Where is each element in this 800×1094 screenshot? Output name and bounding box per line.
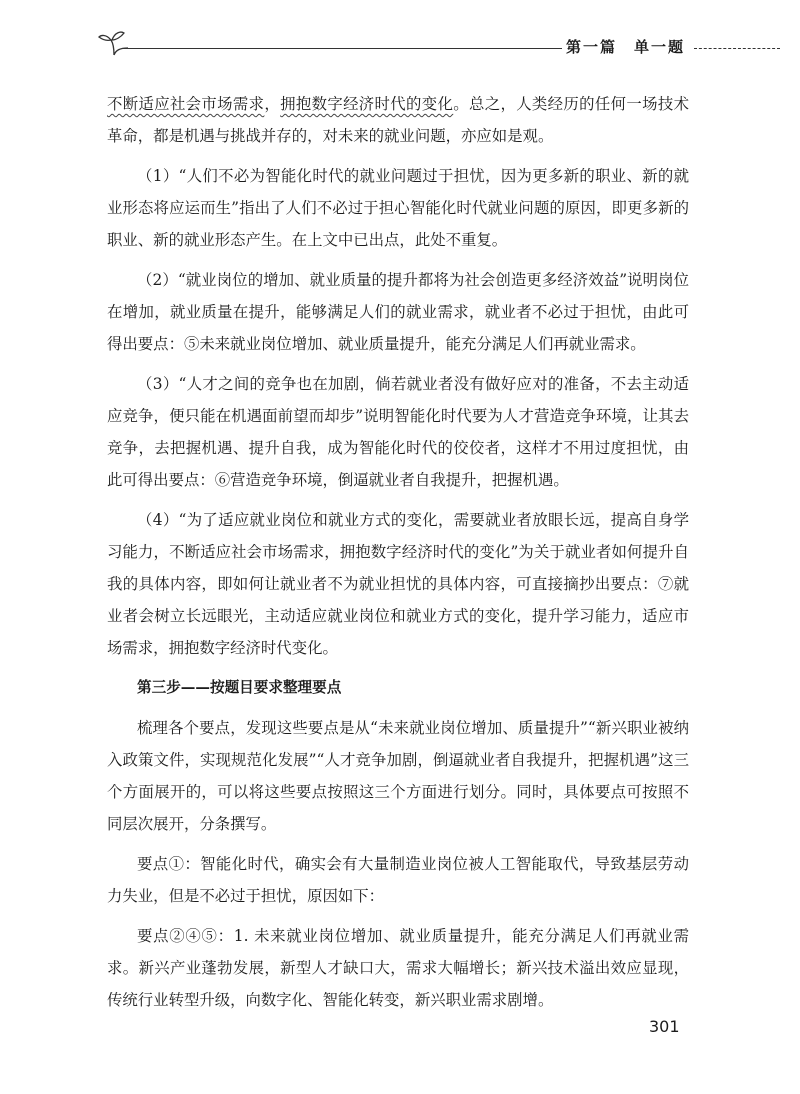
paragraph: 要点①：智能化时代，确实会有大量制造业岗位被人工智能取代，导致基层劳动力失业，但是不必过于担忧，原因如下： [107, 855, 689, 905]
paragraph: 要点②④⑤：1. 未来就业岗位增加、就业质量提升，能充分满足人们再就业需求。新兴产业蓬勃发展，新型人才缺口大，需求大幅增长；新兴技术溢出效应显现，传统行业转型升级，向数字化、智能化转变，新兴职业需求剧增。 [107, 927, 689, 1009]
paragraph: （2）“就业岗位的增加、就业质量的提升都将为社会创造更多经济效益”说明岗位在增加，就业质量在提升，能够满足人们的就业需求，就业者不必过于担忧，由此可得出要点：⑤未来就业岗位增加、就业质量提升，能充分满足人们再就业需求。 [107, 271, 689, 353]
paragraph: 梳理各个要点，发现这些要点是从“未来就业岗位增加、质量提升”“新兴职业被纳入政策文件，实现规范化发展”“人才竞争加剧，倒逼就业者自我提升，把握机遇”这三个方面展开的，可以将这些要点按照这三个方面进行划分。同时，具体要点可按照不同层次展开，分条撰写。 [107, 719, 689, 833]
paragraph: （3）“人才之间的竞争也在加剧，倘若就业者没有做好应对的准备，不去主动适应竞争，便只能在机遇面前望而却步”说明智能化时代要为人才营造竞争环境，让其去竞争，去把握机遇、提升自我，成为智能化时代的佼佼者，这样才不用过度担忧，由此可得出要点：⑥营造竞争环境，倒逼就业者自我提升，把握机遇。 [107, 375, 689, 489]
step-heading: 第三步——按题目要求整理要点 [137, 679, 342, 696]
page-number: 301 [649, 1017, 680, 1036]
underlined-phrase: 不断适应社会市场需求 [107, 95, 265, 113]
paragraph: （1）“人们不必为智能化时代的就业问题过于担忧，因为更多新的职业、新的就业形态将应运而生”指出了人们不必过于担心智能化时代就业问题的原因，即更多新的职业、新的就业形态产生。在上文中已出点，此处不重复。 [107, 167, 689, 249]
sprout-icon [98, 28, 132, 58]
header-rule [122, 48, 562, 49]
paragraph: （4）“为了适应就业岗位和就业方式的变化，需要就业者放眼长远，提高自身学习能力，不断适应社会市场需求，拥抱数字经济时代的变化”为关于就业者如何提升自我的具体内容，即如何让就业者不为就业担忧的具体内容，可直接摘抄出要点：⑦就业者会树立长远眼光，主动适应就业岗位和就业方式的变化，提升学习能力，适应市场需求，拥抱数字经济时代变化。 [107, 511, 689, 657]
separator: ， [264, 95, 281, 113]
paragraph [107, 88, 689, 152]
page-header [0, 28, 800, 68]
header-rule-tail [694, 48, 780, 49]
page-body [107, 88, 689, 1016]
underlined-phrase: 拥抱数字经济时代的变化 [280, 95, 454, 113]
section-title: 第一篇 单一题 [566, 38, 686, 56]
paragraph-text: 。总之，人类经历的任何一场技术革命，都是机遇与挑战并存的，对未来的就业问题，亦应如是观。 [107, 95, 689, 145]
